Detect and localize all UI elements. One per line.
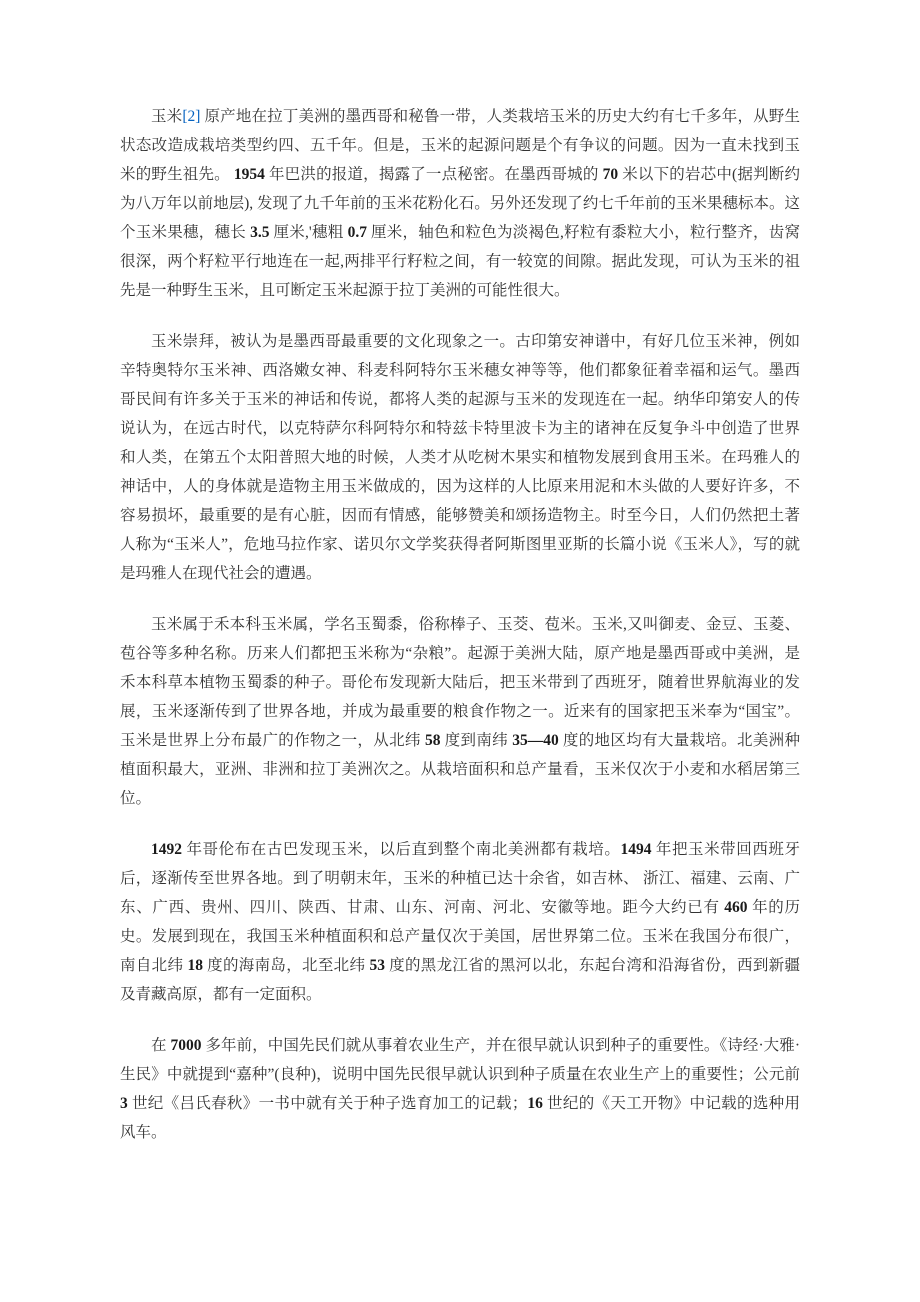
text-run: 年巴洪的报道，揭露了一点秘密。在墨西哥城的 [264,166,603,183]
text-run: 原产地在拉丁美洲的墨西哥和秘鲁一带，人类栽培玉米的历史大约有七千多年，从野生状态改造成栽培类型约四、五千年。但是，玉米的起源问题是个有争议的问题。因为一直未找到玉米的野生祖先。 [120,108,800,183]
paragraph [120,1031,800,1147]
text-run: 世纪《吕氏春秋》一书中就有关于种子选育加工的记载； [127,1095,528,1112]
number-emphasis: 1954 [233,166,265,183]
paragraph [120,327,800,588]
number-emphasis: 460 [724,899,748,916]
number-emphasis: 35—40 [512,732,559,749]
text-run: 年把玉米带回西班牙后，逐渐传至世界各地。到了明朝末年，玉米的种植已达十余省，如吉林、 浙江、福建、云南、广东、广西、贵州、四川、陕西、甘肃、山东、河南、河北、安徽等地。距今大约已有 [120,841,800,916]
number-emphasis: 58 [424,732,441,749]
text-run: 多年前，中国先民们就从事着农业生产，并在很早就认识到种子的重要性。《诗经·大雅·生民》中就提到“嘉种”(良种)，说明中国先民很早就认识到种子质量在农业生产上的重要性；公元前 [120,1037,800,1083]
text-run: 厘米,'穗粗 [269,224,348,241]
text-run: 度的海南岛，北至北纬 [202,957,370,974]
number-emphasis: 70 [602,166,619,183]
footnote-reference-link[interactable]: [2] [182,108,201,125]
number-emphasis: 1494 [620,841,652,858]
number-emphasis: 16 [527,1095,543,1112]
number-emphasis: 18 [187,957,203,974]
number-emphasis: 53 [369,957,385,974]
text-run: 厘米，轴色和粒色为淡褐色,籽粒有黍粒大小，粒行整齐，齿窝很深，两个籽粒平行地连在一起,两排平行籽粒之间，有一较宽的间隙。据此发现，可认为玉米的祖先是一种野生玉米，且可断定玉米起源于拉丁美洲的可能性很大。 [120,224,800,299]
number-emphasis: 3 [120,1095,128,1112]
text-run: 度到南纬 [440,732,513,749]
number-emphasis: 1492 [151,841,182,858]
text-run: 年的历史。发展到现在，我国玉米种植面积和总产量仅次于美国，居世界第二位。玉米在我国分布很广，南自北纬 [120,899,800,974]
number-emphasis: 0.7 [347,224,367,241]
text-run: 玉米属于禾本科玉米属，学名玉蜀黍，俗称棒子、玉茭、苞米。玉米,又叫御麦、金豆、玉菱、苞谷等多种名称。历来人们都把玉米称为“杂粮”。起源于美洲大陆，原产地是墨西哥或中美洲，是禾本科草本植物玉蜀黍的种子。哥伦布发现新大陆后，把玉米带到了西班牙，随着世界航海业的发展，玉米逐渐传到了世界各地，并成为最重要的粮食作物之一。近来有的国家把玉米奉为“国宝”。玉米是世界上分布最广的作物之一，从北纬 [120,616,800,749]
text-run: 世纪的《天工开物》中记载的选种用风车。 [120,1095,800,1141]
text-run: 度的地区均有大量栽培。北美洲种植面积最大，亚洲、非洲和拉丁美洲次之。从栽培面积和总产量看，玉米仅次于小麦和水稻居第三位。 [120,732,800,807]
text-run: 玉米 [151,108,183,125]
text-run: 在 [151,1037,171,1054]
number-emphasis: 7000 [170,1037,202,1054]
paragraph [120,102,800,305]
document-body [120,102,800,1147]
text-run: 年哥伦布在古巴发现玉米，以后直到整个南北美洲都有栽培。 [182,841,621,858]
text-run: 度的黑龙江省的黑河以北，东起台湾和沿海省份，西到新疆及青藏高原，都有一定面积。 [120,957,800,1003]
number-emphasis: 3.5 [250,224,270,241]
paragraph [120,610,800,813]
paragraph [120,835,800,1009]
text-run: 米以下的岩芯中(据判断约为八万年以前地层), 发现了九千年前的玉米花粉化石。另外还发现了约七千年前的玉米果穗标本。这个玉米果穗，穗长 [120,166,800,241]
text-run: 玉米崇拜，被认为是墨西哥最重要的文化现象之一。古印第安神谱中，有好几位玉米神，例如辛特奥特尔玉米神、西洛嫩女神、科麦科阿特尔玉米穗女神等等，他们都象征着幸福和运气。墨西哥民间有许多关于玉米的神话和传说，都将人类的起源与玉米的发现连在一起。纳华印第安人的传说认为，在远古时代，以克特萨尔科阿特尔和特兹卡特里波卡为主的诸神在反复争斗中创造了世界和人类，在第五个太阳普照大地的时候，人类才从吃树木果实和植物发展到食用玉米。在玛雅人的神话中，人的身体就是造物主用玉米做成的，因为这样的人比原来用泥和木头做的人要好许多，不容易损坏，最重要的是有心脏，因而有情感，能够赞美和颂扬造物主。时至今日，人们仍然把土著人称为“玉米人”，危地马拉作家、诺贝尔文学奖获得者阿斯图里亚斯的长篇小说《玉米人》，写的就是玛雅人在现代社会的遭遇。 [120,333,800,582]
